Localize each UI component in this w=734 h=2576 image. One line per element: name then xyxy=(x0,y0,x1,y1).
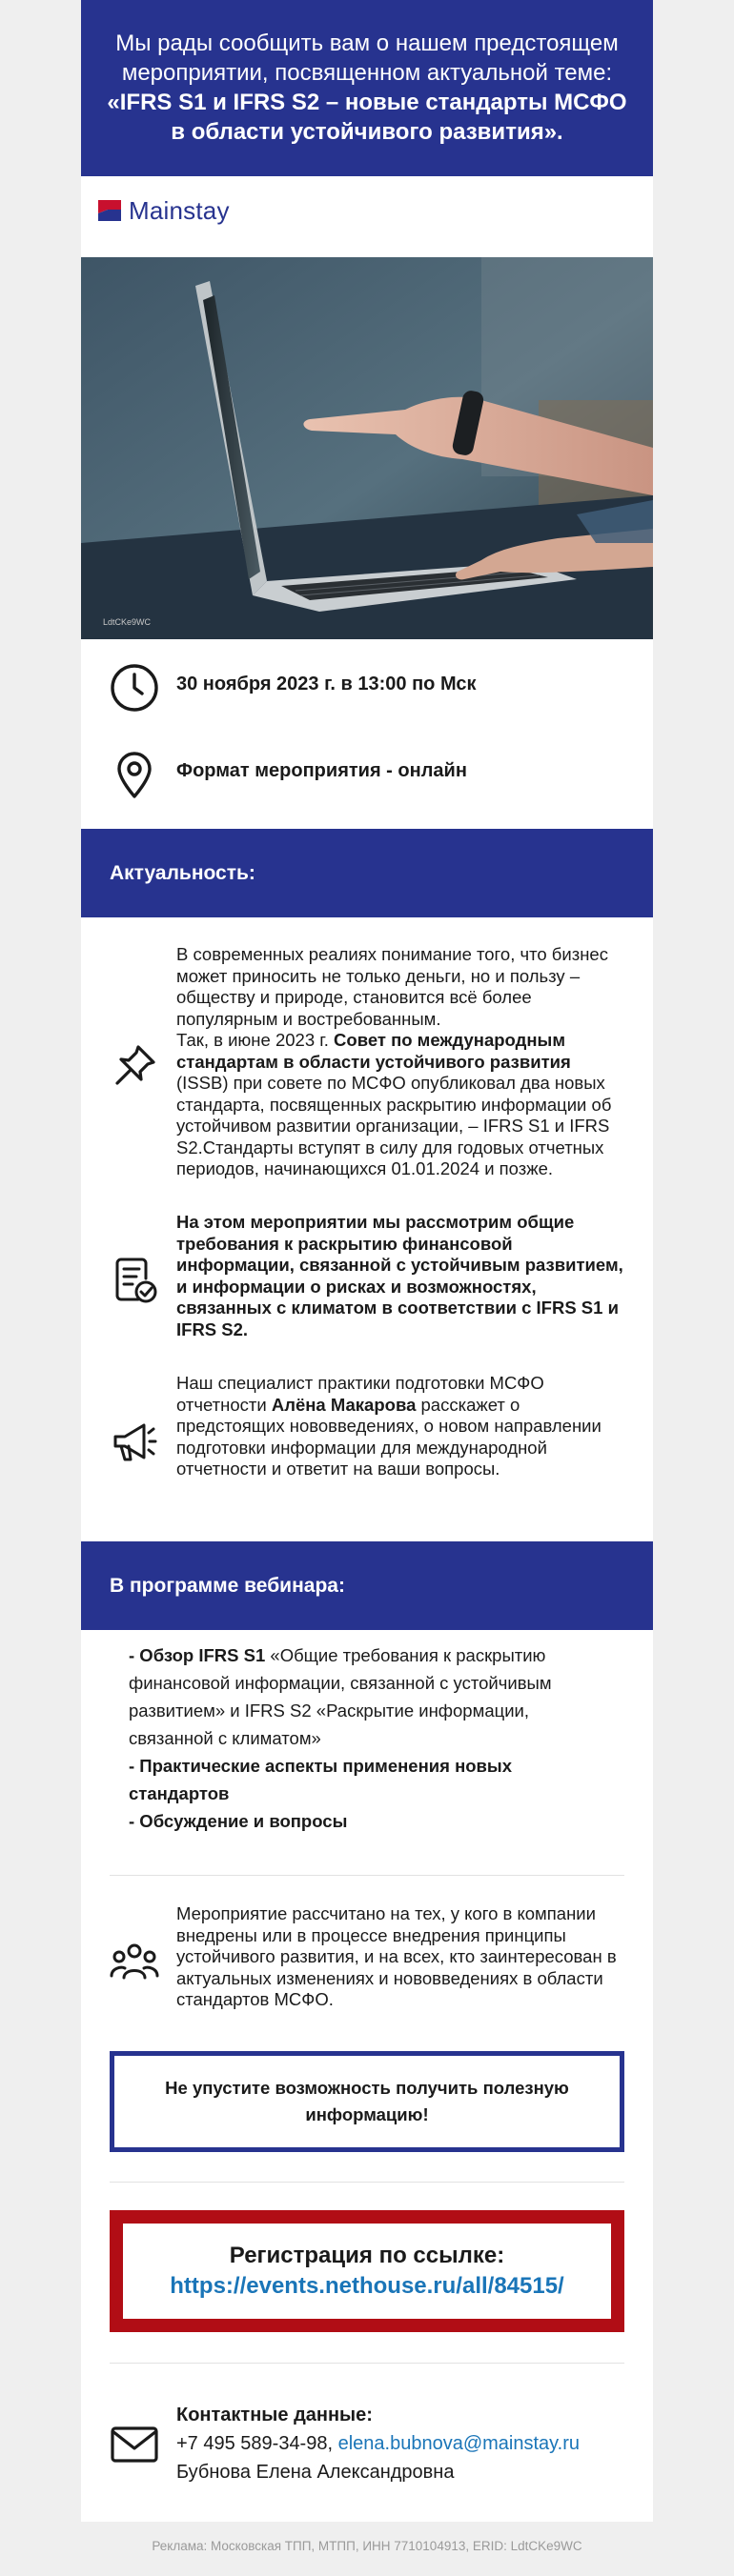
event-date-row xyxy=(81,661,653,718)
program-item-3: - Обсуждение и вопросы xyxy=(129,1811,348,1831)
program-item-2: - Практические аспекты применения новых стандартов xyxy=(129,1756,513,1803)
divider xyxy=(110,2363,624,2364)
hero-title: «IFRS S1 и IFRS S2 – новые стандарты МСФО в области устойчивого развития». xyxy=(107,90,627,145)
event-format: Формат мероприятия - онлайн xyxy=(176,760,467,781)
hero-photo xyxy=(81,257,653,639)
program-item-1: - Обзор IFRS S1 «Общие требования к раскрытию финансовой информации, связанной с устойчивым развитием» и IFRS S2 «Раскрытие информации, связанной с климатом» xyxy=(129,1645,552,1748)
callout-box: Не упустите возможность получить полезную информацию! xyxy=(110,2051,624,2152)
ad-disclaimer-footer: Реклама: Московская ТПП, МТПП, ИНН 7710104913, ERID: LdtCKe9WC xyxy=(152,2539,582,2553)
registration-box xyxy=(110,2210,624,2332)
contact-phone: +7 495 589-34-98, xyxy=(176,2433,338,2454)
divider xyxy=(110,1875,624,1876)
photo-watermark: LdtCKe9WC xyxy=(103,617,152,627)
event-format-row xyxy=(81,747,653,804)
brand-logo[interactable] xyxy=(98,195,230,225)
laptop-photo-illustration xyxy=(81,257,653,639)
audience-group-icon xyxy=(110,1938,159,1987)
contacts-line xyxy=(176,2429,624,2458)
divider xyxy=(110,2182,624,2183)
checklist-document-icon xyxy=(110,1256,159,1305)
registration-link[interactable]: https://events.nethouse.ru/all/84515/ xyxy=(170,2273,564,2299)
megaphone-icon xyxy=(110,1418,159,1467)
pin-icon xyxy=(110,1041,159,1091)
program-list xyxy=(129,1641,605,1835)
registration-label: Регистрация по ссылке: xyxy=(229,2243,505,2268)
relevance-paragraph-2: На этом мероприятии мы рассмотрим общие требования к раскрытию финансовой информации, связанной с устойчивым развитием, и информации о рисках и возможностях, связанных с климатом в соответствии с IFRS S1 и IFRS S2. xyxy=(176,1212,623,1339)
event-date: 30 ноября 2023 г. в 13:00 по Мск xyxy=(176,674,477,694)
relevance-paragraph-1: В современных реалиях понимание того, что бизнес может приносить не только деньги, но и пользу – обществу и природе, становится всё более популярным и востребованным. Так, в июне 2023 г. Совет по международным стандартам в области устойчивого развития (ISSB) при совете по МСФО опубликовал два новых стандарта, посвященных раскрытию информации об устойчивом развитии организации, – IFRS S1 и IFRS S2.Стандарты вступят в силу для годовых отчетных периодов, начинающихся 01.01.2024 и позже. xyxy=(176,944,612,1178)
contacts-heading: Контактные данные: xyxy=(176,2405,373,2425)
audience-text: Мероприятие рассчитано на тех, у кого в компании внедрены или в процессе внедрения принципы устойчивого развития, и на всех, кто заинтересован в актуальных изменениях и нововведениях в области стандартов МСФО. xyxy=(176,1903,617,2009)
relevance-paragraph-3: Наш специалист практики подготовки МСФО отчетности Алёна Макарова расскажет о предстоящих нововведениях, о новом направлении подготовки информации для международной отчетности и ответит на ваши вопросы. xyxy=(176,1373,601,1479)
program-heading: В программе вебинара: xyxy=(81,1541,653,1630)
clock-icon xyxy=(110,663,159,713)
contact-email-link[interactable]: elena.bubnova@mainstay.ru xyxy=(337,2433,581,2454)
hero-banner xyxy=(81,0,653,176)
logo-text: Mainstay xyxy=(129,195,230,225)
hero-intro: Мы рады сообщить вам о нашем предстоящем мероприятии, посвященном актуальной теме: xyxy=(115,30,619,86)
email-card xyxy=(81,0,653,2522)
relevance-heading: Актуальность: xyxy=(81,829,653,917)
contacts-block xyxy=(176,2401,624,2486)
location-pin-icon xyxy=(110,751,159,800)
logo-mark-icon xyxy=(98,200,121,221)
mail-icon xyxy=(110,2420,159,2469)
contact-name: Бубнова Елена Александровна xyxy=(176,2462,455,2483)
